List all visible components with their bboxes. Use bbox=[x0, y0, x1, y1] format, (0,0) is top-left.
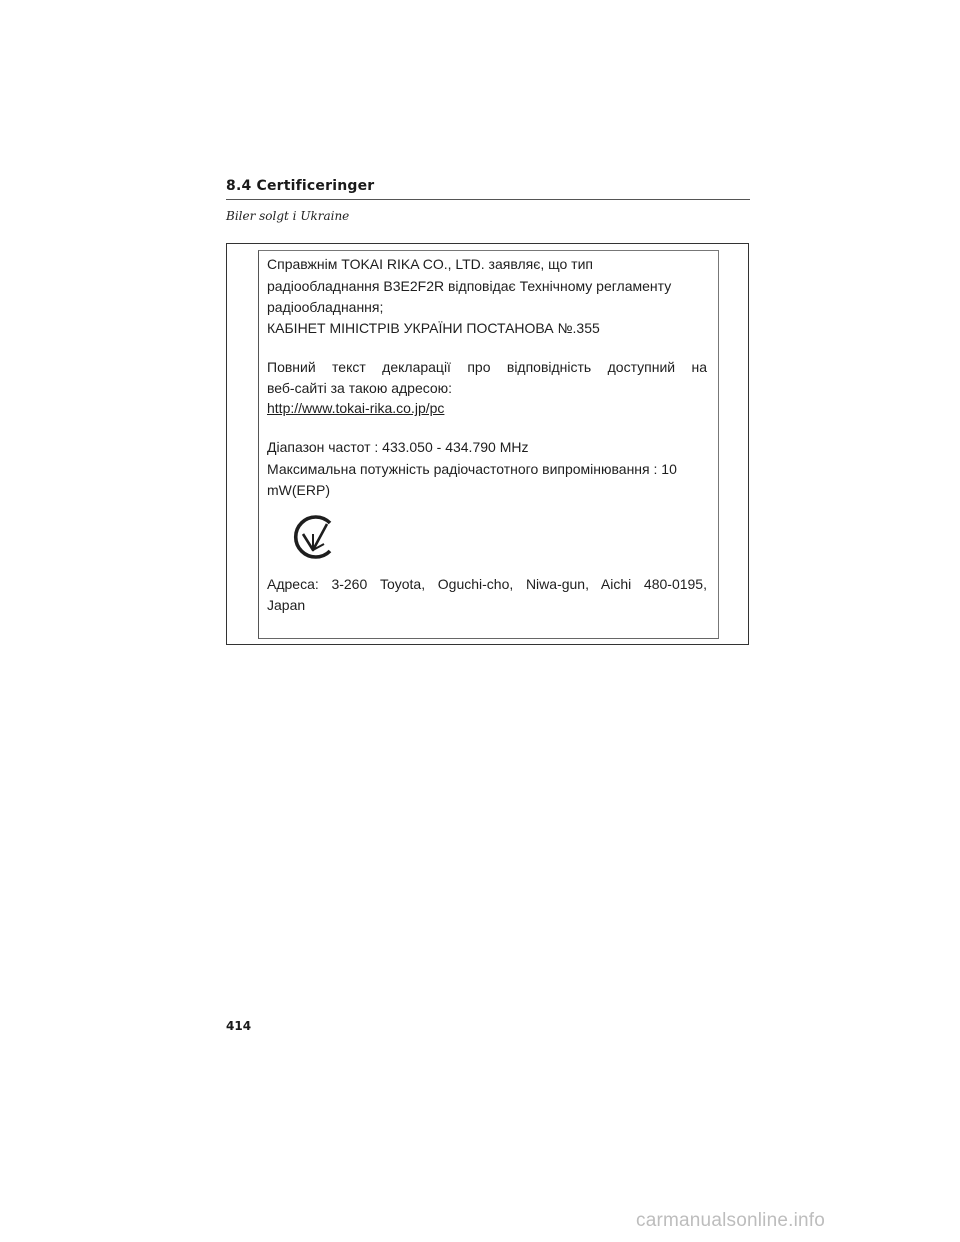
declaration-url-link[interactable] bbox=[267, 398, 707, 419]
ukrainian-conformity-mark-icon bbox=[288, 512, 338, 562]
declaration-line: Справжнім TOKAI RIKA CO., LTD. заявляє, що тип bbox=[267, 256, 593, 272]
watermark: carmanualsonline.info bbox=[636, 1210, 826, 1231]
max-power-line: Максимальна потужність радіочастотного випромінювання : 10 bbox=[267, 461, 677, 477]
declaration-availability-line: веб-сайті за такою адресою: bbox=[267, 380, 453, 396]
section-subtitle: Biler solgt i Ukraine bbox=[226, 209, 350, 223]
address-line: Japan bbox=[267, 597, 306, 613]
address-line: Адреса: 3-260 Toyota, Oguchi-cho, Niwa-gun, Aichi 480-0195, bbox=[267, 576, 707, 592]
url-text[interactable]: http://www.tokai-rika.co.jp/pc bbox=[267, 400, 445, 416]
declaration-line: радіообладнання; bbox=[267, 299, 384, 315]
declaration-line: радіообладнання B3E2F2R відповідає Технічному регламенту bbox=[267, 278, 672, 294]
heading-divider bbox=[226, 199, 750, 200]
declaration-availability-line: Повний текст декларації про відповідність доступний на bbox=[267, 359, 707, 375]
regulation-line: КАБІНЕТ МІНІСТРІВ УКРАЇНИ ПОСТАНОВА №.355 bbox=[267, 320, 600, 336]
frequency-range-line: Діапазон частот : 433.050 - 434.790 MHz bbox=[267, 439, 529, 455]
max-power-line: mW(ERP) bbox=[267, 482, 330, 498]
section-heading: 8.4 Certificeringer bbox=[226, 178, 375, 194]
page-number: 414 bbox=[226, 1019, 252, 1033]
